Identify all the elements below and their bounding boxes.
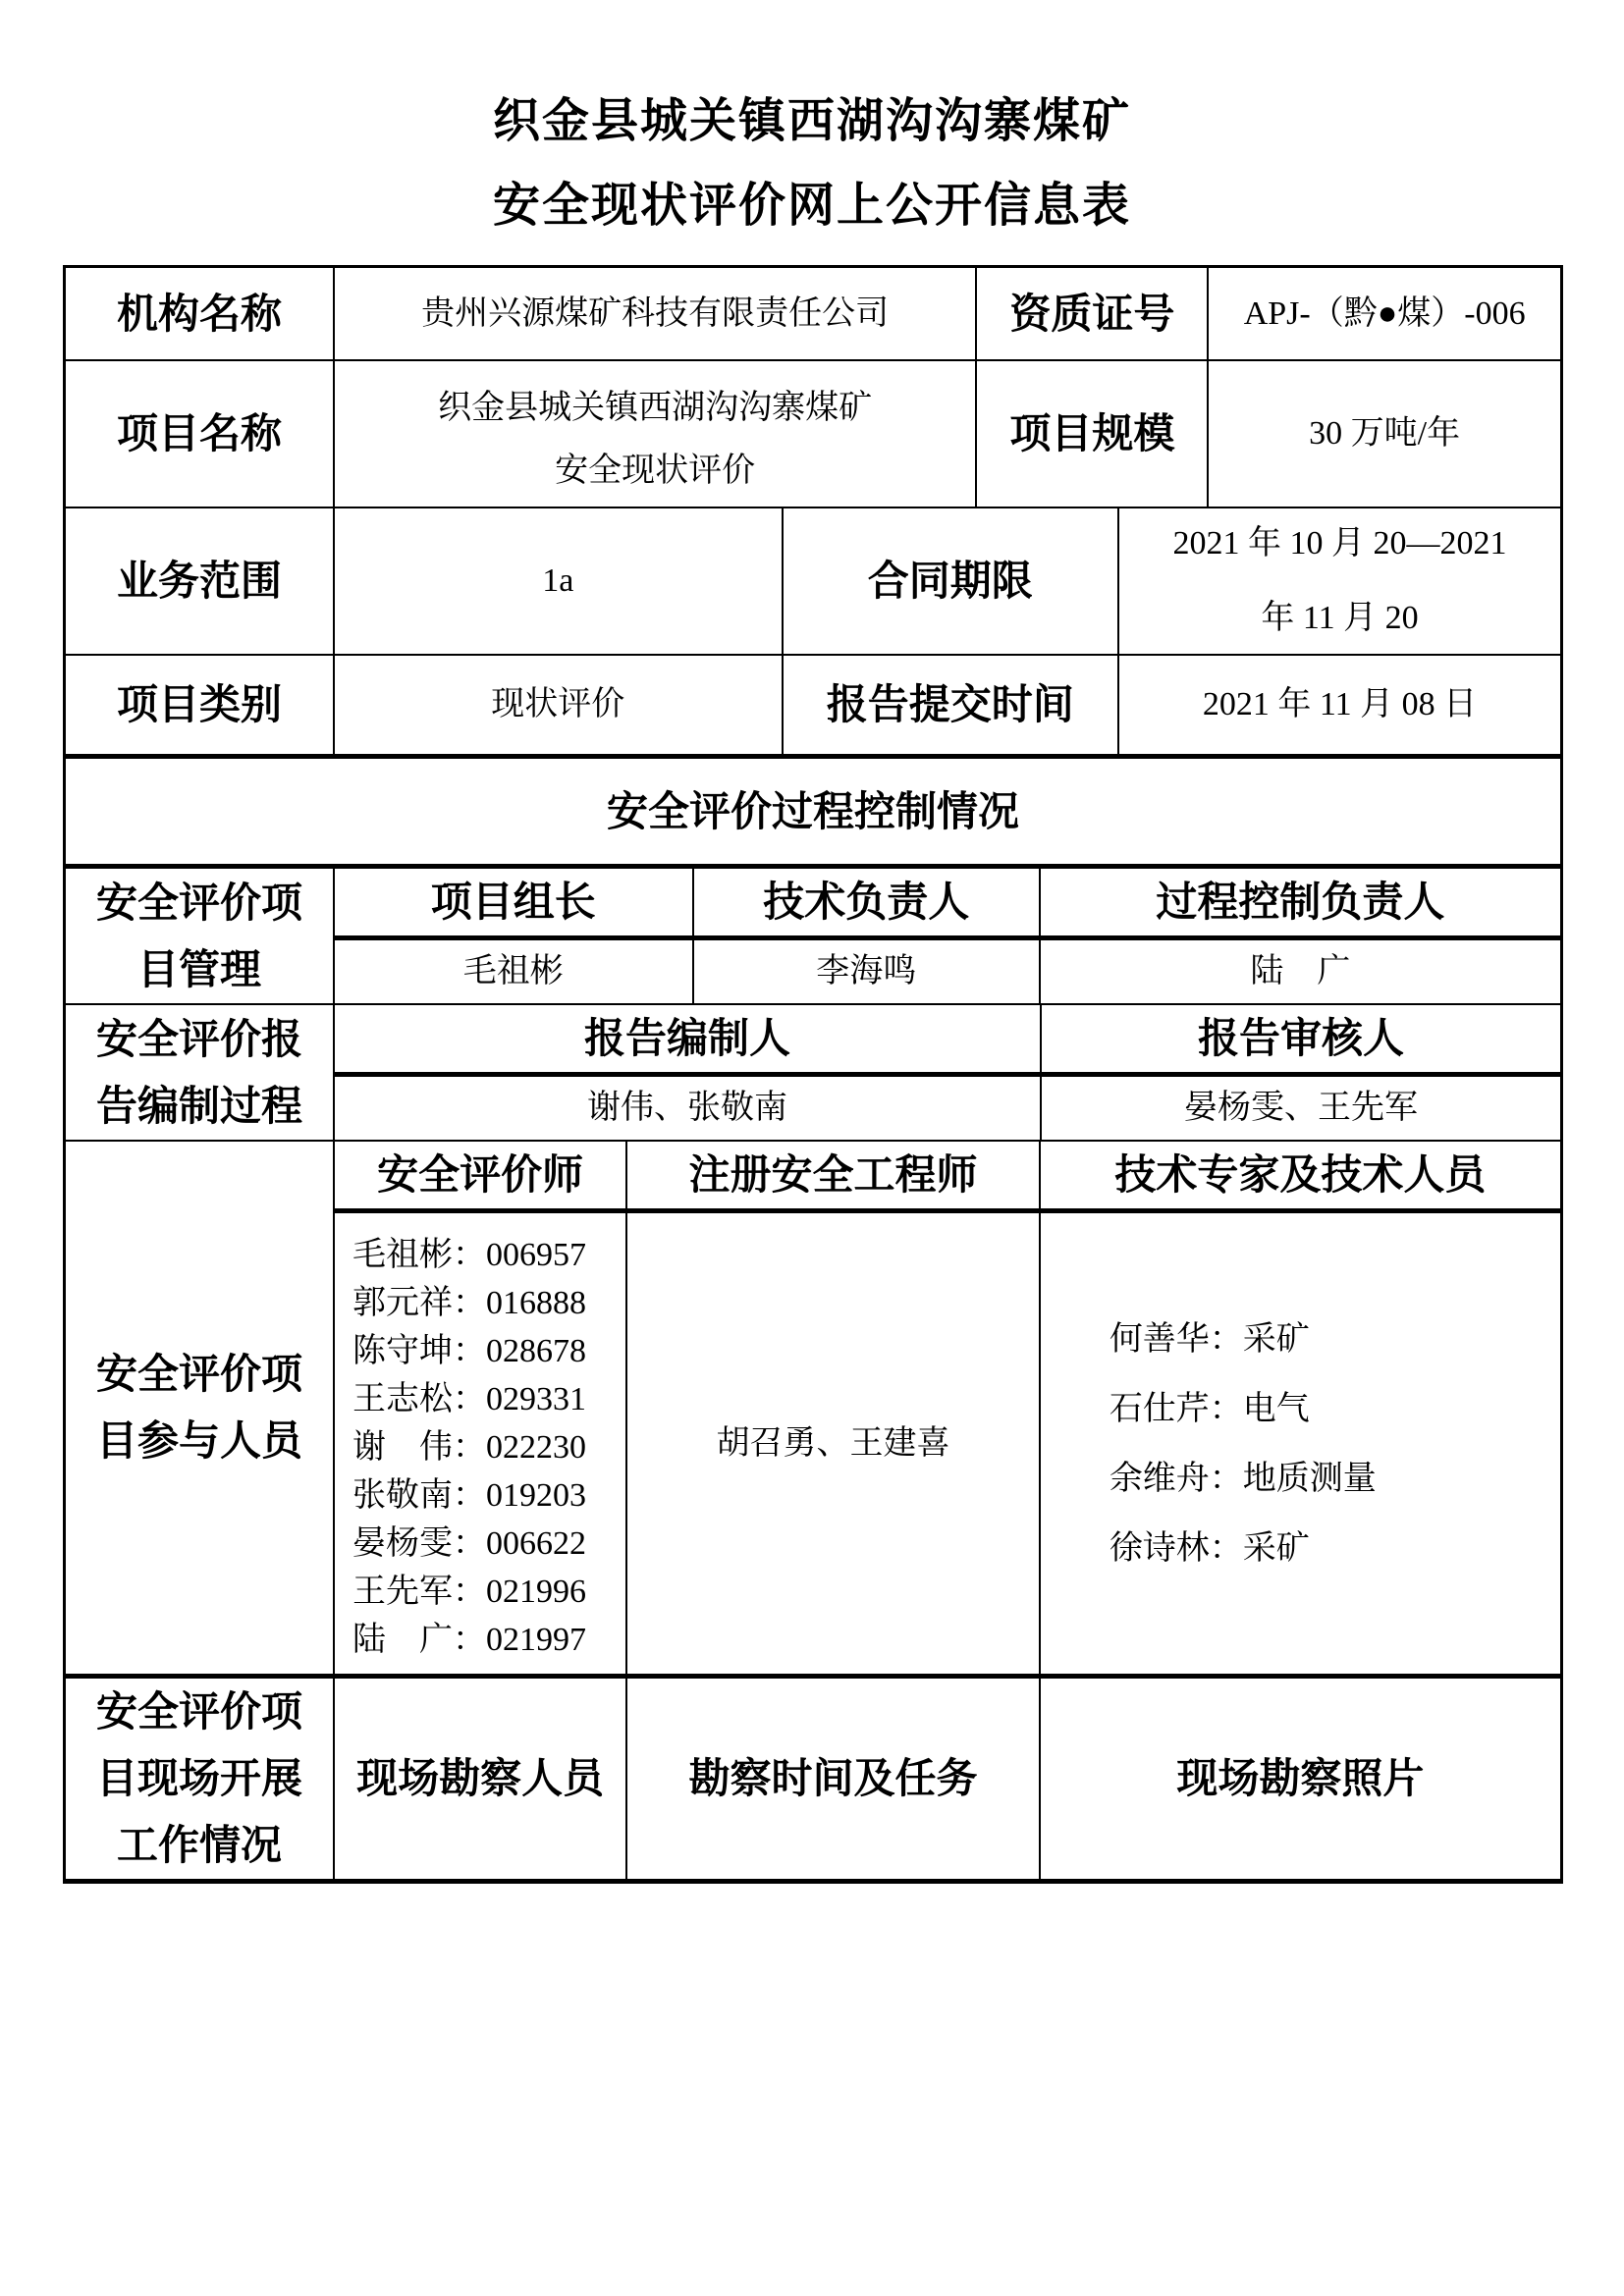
- site-work-header-row: [335, 1679, 1560, 1879]
- report-writer-header: 报告编制人: [335, 1005, 1042, 1072]
- project-category-label: 项目类别: [66, 656, 335, 754]
- project-name-line2: 安全现状评价: [555, 453, 756, 490]
- management-header-row: [335, 869, 1560, 940]
- registered-engineer-value: 胡召勇、王建喜: [627, 1213, 1041, 1674]
- section-participants: [66, 1142, 1560, 1679]
- tech-lead-header: 技术负责人: [694, 869, 1041, 935]
- process-control-lead-value: 陆 广: [1250, 953, 1351, 989]
- process-control-title: 安全评价过程控制情况: [606, 787, 1019, 834]
- cert-no-label: 资质证号: [977, 268, 1209, 359]
- report-value-row: [335, 1077, 1560, 1140]
- expert-entry: 石仕芹：电气: [1109, 1390, 1310, 1427]
- report-grid: [335, 1005, 1560, 1140]
- row-project: [66, 361, 1560, 508]
- submit-time-label: 报告提交时间: [784, 656, 1119, 754]
- expert-entry: 余维舟：地质测量: [1109, 1460, 1377, 1497]
- participants-value-row: [335, 1213, 1560, 1674]
- management-value-row: [335, 940, 1560, 1003]
- safety-evaluator-header: 安全评价师: [335, 1142, 627, 1208]
- tech-expert-header: 技术专家及技术人员: [1114, 1151, 1487, 1198]
- team-leader-value: 毛祖彬: [335, 940, 694, 1003]
- document-title-line1: 织金县城关镇西湖沟沟寨煤矿: [492, 95, 1131, 147]
- process-control-lead-header: 过程控制负责人: [1156, 879, 1445, 925]
- project-name-value-lines: [438, 377, 872, 490]
- project-name-line1: 织金县城关镇西湖沟沟寨煤矿: [438, 390, 873, 427]
- tech-expert-list: [1041, 1213, 1560, 1674]
- evaluator-entry: 晏杨雯：006622: [352, 1525, 586, 1562]
- project-scale-label: 项目规模: [977, 361, 1209, 507]
- evaluator-entry: 陆 广：021997: [352, 1622, 586, 1658]
- report-row-label: 安全评价报告编制过程: [66, 1005, 335, 1140]
- evaluator-entry: 陈守坤：028678: [352, 1333, 586, 1369]
- project-name-value: [335, 361, 977, 507]
- evaluator-entry: 谢 伟：022230: [352, 1429, 586, 1466]
- org-name-value: 贵州兴源煤矿科技有限责任公司: [335, 268, 977, 359]
- evaluator-entry: 郭元祥：016888: [352, 1285, 586, 1321]
- evaluator-entry: 张敬南：019203: [352, 1477, 586, 1514]
- row-process-control-header: [66, 759, 1560, 869]
- project-name-label: 项目名称: [66, 361, 335, 507]
- contract-period-label: 合同期限: [784, 508, 1119, 654]
- expert-entry: 何善华：采矿: [1109, 1320, 1310, 1358]
- report-header-row: [335, 1005, 1560, 1077]
- report-writer-value: 谢伟、张敬南: [335, 1077, 1042, 1140]
- survey-time-task-header: 勘察时间及任务: [627, 1679, 1041, 1879]
- site-work-row-label: 安全评价项目现场开展工作情况: [66, 1679, 335, 1879]
- section-report: [66, 1005, 1560, 1142]
- management-row-label: 安全评价项目管理: [66, 869, 335, 1003]
- submit-time-value: 2021 年 11 月 08 日: [1202, 686, 1478, 722]
- site-work-grid: [335, 1679, 1560, 1879]
- evaluator-entry: 王先军：021996: [352, 1574, 586, 1610]
- site-survey-photo-header: 现场勘察照片: [1176, 1755, 1425, 1801]
- team-leader-header: 项目组长: [335, 869, 694, 935]
- business-scope-label: 业务范围: [66, 508, 335, 654]
- participants-header-row: [335, 1142, 1560, 1213]
- row-business: [66, 508, 1560, 656]
- row-category: [66, 656, 1560, 759]
- expert-entry: 徐诗林：采矿: [1109, 1529, 1310, 1567]
- document-title-line2: 安全现状评价网上公开信息表: [492, 180, 1131, 232]
- section-site-work: [66, 1679, 1560, 1879]
- info-table: [63, 265, 1563, 1884]
- project-category-value: 现状评价: [335, 656, 784, 754]
- report-reviewer-value: 晏杨雯、王先军: [1184, 1090, 1419, 1126]
- tech-lead-value: 李海鸣: [694, 940, 1041, 1003]
- cert-no-value: APJ-（黔●煤）-006: [1243, 294, 1526, 332]
- evaluator-entry: 王志松：029331: [352, 1381, 586, 1417]
- section-management: [66, 869, 1560, 1005]
- business-scope-value: 1a: [335, 508, 784, 654]
- registered-engineer-header: 注册安全工程师: [627, 1142, 1041, 1208]
- project-scale-value: 30 万吨/年: [1309, 415, 1461, 452]
- participants-row-label: 安全评价项目参与人员: [66, 1142, 335, 1674]
- management-grid: [335, 869, 1560, 1003]
- site-survey-staff-header: 现场勘察人员: [335, 1679, 627, 1879]
- org-name-label: 机构名称: [66, 268, 335, 359]
- safety-evaluator-list: [335, 1213, 627, 1674]
- report-reviewer-header: 报告审核人: [1198, 1015, 1405, 1061]
- evaluator-entry: 毛祖彬：006957: [352, 1237, 586, 1273]
- participants-grid: [335, 1142, 1560, 1674]
- contract-period-value: 2021 年 10 月 20—2021 年 11 月 20: [1172, 525, 1507, 636]
- row-org: [66, 268, 1560, 361]
